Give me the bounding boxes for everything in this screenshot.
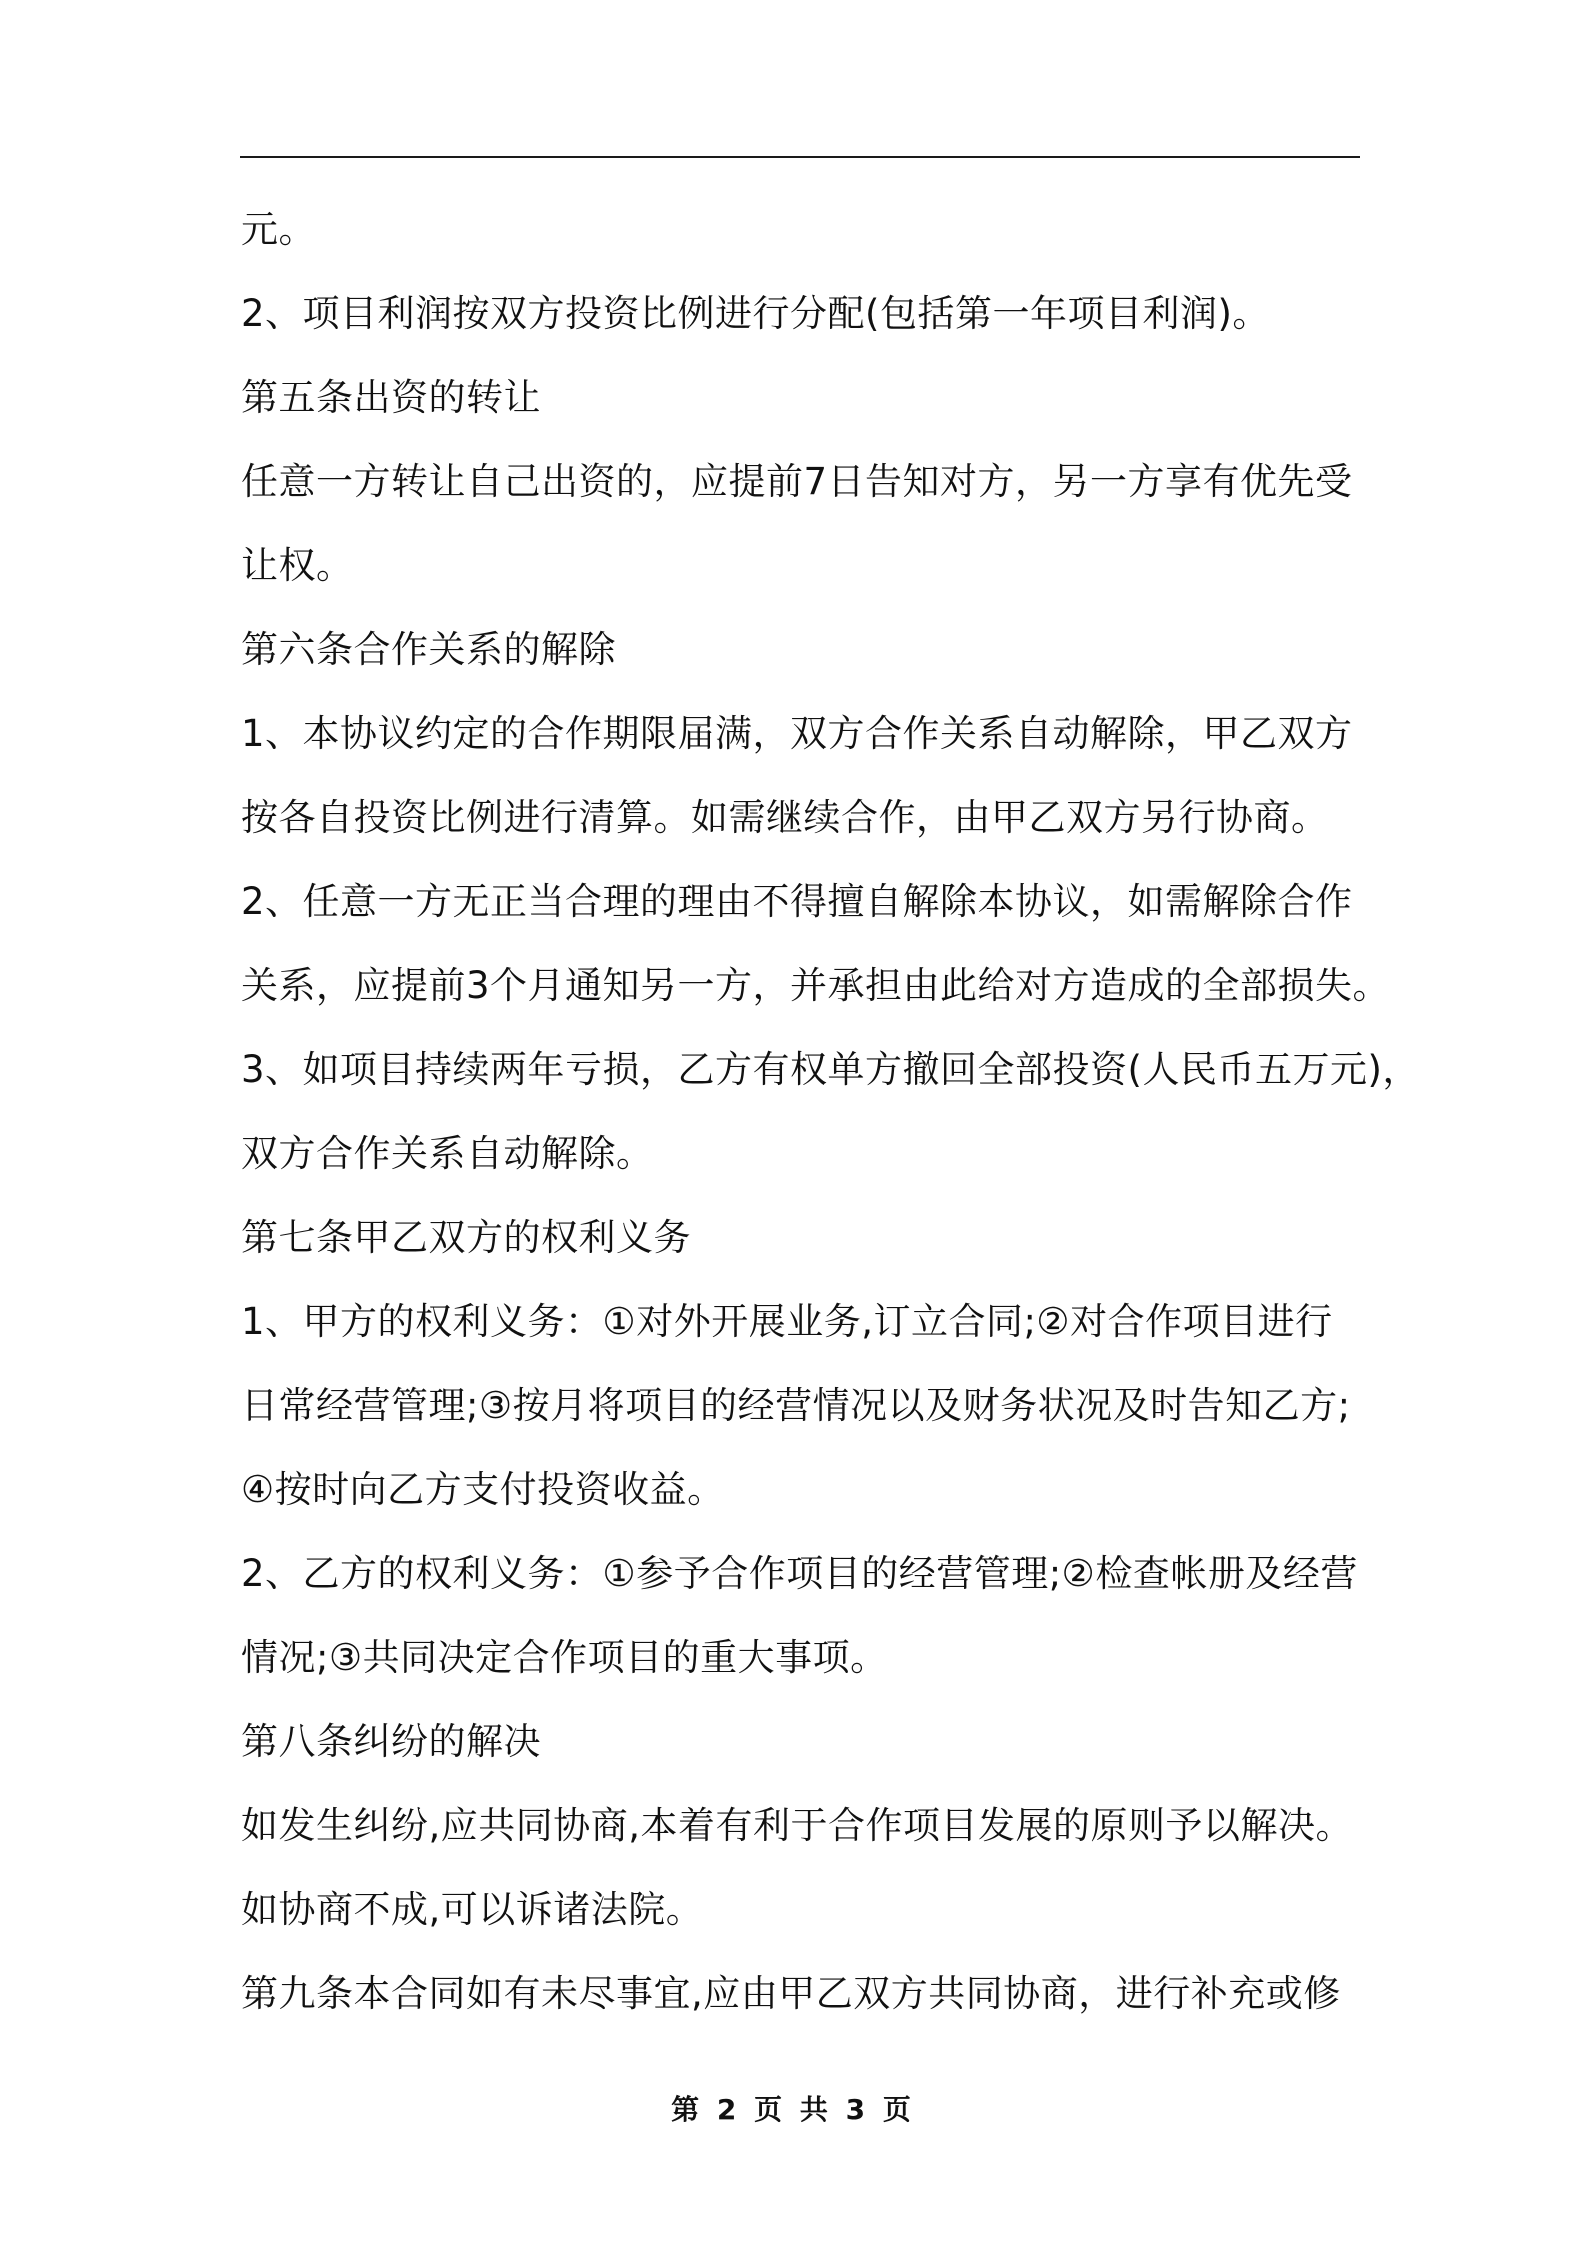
section-heading: 第六条合作关系的解除 [241,628,616,671]
text-line: 3、如项目持续两年亏损，乙方有权单方撤回全部投资(人民币五万元)， [241,1048,1420,1091]
text-line: ④按时向乙方支付投资收益。 [241,1468,725,1511]
text-line: 情况;③共同决定合作项目的重大事项。 [241,1636,888,1679]
text-line: 按各自投资比例进行清算。如需继续合作，由甲乙双方另行协商。 [241,796,1329,839]
document-body [241,188,1420,2036]
section-heading: 第八条纠纷的解决 [241,1720,541,1763]
text-line: 如协商不成,可以诉诸法院。 [241,1888,704,1931]
text-line: 2、任意一方无正当合理的理由不得擅自解除本协议，如需解除合作 [241,880,1353,923]
text-line: 元。 [241,208,316,251]
text-line: 关系，应提前3个月通知另一方，并承担由此给对方造成的全部损失。 [241,964,1391,1007]
text-line: 如发生纠纷,应共同协商,本着有利于合作项目发展的原则予以解决。 [241,1804,1354,1847]
text-line: 1、甲方的权利义务：①对外开展业务,订立合同;②对合作项目进行 [241,1300,1333,1343]
header-rule [240,156,1360,158]
text-line: 任意一方转让自己出资的，应提前7日告知对方，另一方享有优先受 [241,460,1353,503]
page-number: 第 2 页 共 3 页 [671,2093,915,2126]
text-line: 双方合作关系自动解除。 [241,1132,654,1175]
text-line: 让权。 [241,544,354,587]
text-line: 1、本协议约定的合作期限届满，双方合作关系自动解除，甲乙双方 [241,712,1353,755]
text-line: 2、项目利润按双方投资比例进行分配(包括第一年项目利润)。 [241,292,1270,335]
text-line: 2、乙方的权利义务：①参予合作项目的经营管理;②检查帐册及经营 [241,1552,1358,1595]
text-line: 第九条本合同如有未尽事宜,应由甲乙双方共同协商，进行补充或修 [241,1972,1341,2015]
section-heading: 第七条甲乙双方的权利义务 [241,1216,691,1259]
section-heading: 第五条出资的转让 [241,376,541,419]
text-line: 日常经营管理;③按月将项目的经营情况以及财务状况及时告知乙方; [241,1384,1351,1427]
